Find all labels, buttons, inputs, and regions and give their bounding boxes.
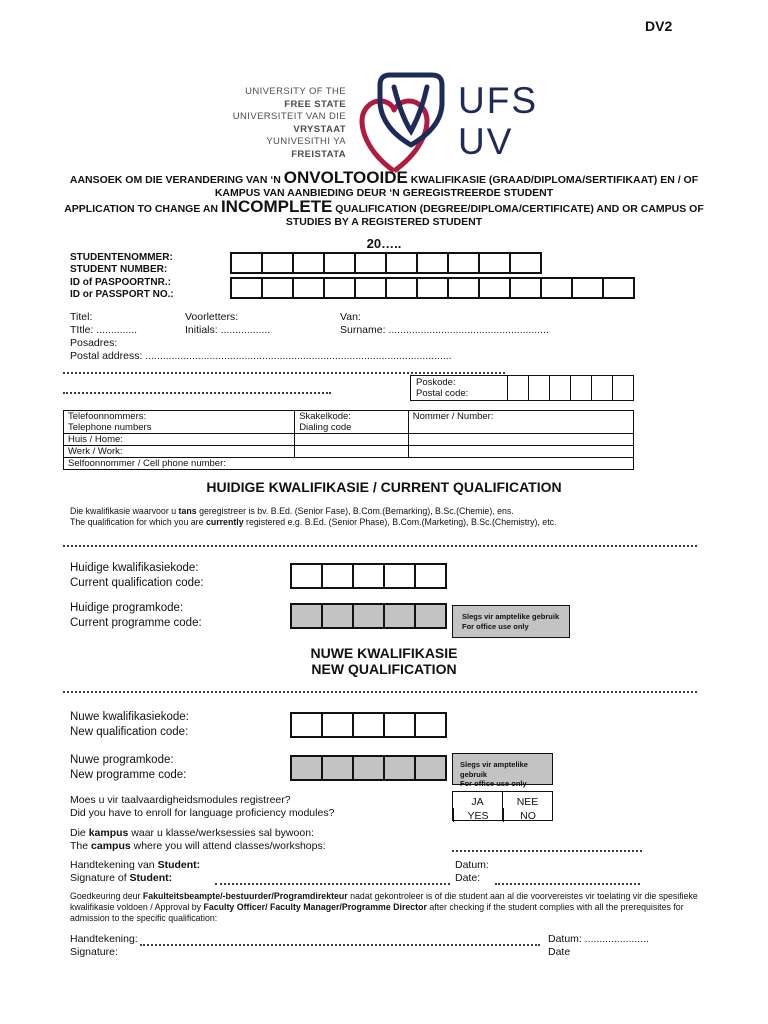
campus-question bbox=[70, 827, 326, 853]
approval-signature-label-en: Signature: bbox=[70, 946, 118, 958]
phones-header-af: Telefoonnommers: bbox=[68, 411, 147, 422]
id-passport-label-en: ID or PASSPORT NO.: bbox=[70, 288, 174, 300]
new-prog-code-cell bbox=[352, 755, 385, 781]
new-qual-code-label bbox=[70, 710, 189, 740]
ufs-logo-icon bbox=[352, 70, 452, 174]
postal-code-cell[interactable] bbox=[528, 376, 549, 400]
office-use-label-en: For office use only bbox=[462, 621, 529, 631]
current-qual-code-cell[interactable] bbox=[352, 563, 385, 589]
student-signature-label-en: Signature of bbox=[70, 872, 130, 884]
id-passport-label bbox=[70, 277, 174, 300]
student-number-label-en: STUDENT NUMBER: bbox=[70, 263, 168, 275]
surname-field-line[interactable]: Surname: ....................................................... bbox=[340, 324, 549, 336]
surname-field-label-af: Van: bbox=[340, 311, 361, 323]
current-prog-code-cell bbox=[414, 603, 447, 629]
new-qualification-heading-af: NUWE KWALIFIKASIE bbox=[310, 645, 458, 661]
current-qual-code-label bbox=[70, 561, 204, 591]
new-prog-code-cell bbox=[383, 755, 416, 781]
current-qualification-heading: HUIDIGE KWALIFIKASIE / CURRENT QUALIFICATION bbox=[206, 479, 562, 495]
postal-code-cell[interactable] bbox=[570, 376, 591, 400]
home-dialing-input[interactable] bbox=[295, 434, 409, 446]
wordmark-line: YUNIVESITHI YA bbox=[266, 136, 346, 147]
nee-label: NEE bbox=[516, 796, 539, 808]
new-qual-code-label-en: New qualification code: bbox=[70, 726, 189, 738]
new-prog-code-cell bbox=[290, 755, 323, 781]
id-cell[interactable] bbox=[509, 277, 542, 299]
title-field-line[interactable]: TItle: .............. bbox=[70, 324, 138, 336]
student-date-label bbox=[455, 859, 489, 885]
new-qualification-heading-en: NEW QUALIFICATION bbox=[311, 661, 457, 677]
student-number-cells[interactable] bbox=[230, 252, 542, 274]
new-qual-code-cell[interactable] bbox=[414, 712, 447, 738]
work-dialing-input[interactable] bbox=[295, 446, 409, 458]
id-cell[interactable] bbox=[416, 277, 449, 299]
current-prog-code-cell bbox=[321, 603, 354, 629]
phones-header-number: Nommer / Number: bbox=[408, 411, 633, 434]
yes-no-box[interactable] bbox=[452, 791, 553, 821]
phones-header-numbers bbox=[64, 411, 295, 434]
work-number-input[interactable] bbox=[408, 446, 633, 458]
current-prog-code-cell bbox=[290, 603, 323, 629]
student-number-label-af: STUDENTENOMMER: bbox=[70, 252, 173, 263]
new-qual-code-cell[interactable] bbox=[321, 712, 354, 738]
title-af-line2: KAMPUS VAN AANBIEDING DEUR ‘N GEREGISTREERDE STUDENT bbox=[214, 187, 554, 199]
new-prog-code-cells bbox=[290, 755, 447, 781]
id-passport-label-af: ID of PASPOORTNR.: bbox=[70, 277, 171, 288]
student-signature-label bbox=[70, 859, 200, 885]
form-title bbox=[34, 168, 734, 251]
id-passport-cells[interactable] bbox=[230, 277, 635, 299]
wordmark-line: FREISTATA bbox=[291, 148, 346, 160]
id-cell[interactable] bbox=[354, 277, 387, 299]
campus-writein-line[interactable] bbox=[452, 850, 642, 852]
postal-code-label-en: Postal code: bbox=[416, 388, 469, 399]
ja-label: JA bbox=[471, 796, 484, 808]
note-af-pre: Die kwalifikasie waarvoor u bbox=[70, 506, 179, 516]
id-cell[interactable] bbox=[385, 277, 418, 299]
current-prog-code-label bbox=[70, 601, 202, 631]
current-qualification-writein-line[interactable] bbox=[63, 545, 697, 547]
new-prog-code-cell bbox=[321, 755, 354, 781]
new-qual-code-label-af: Nuwe kwalifikasiekode: bbox=[70, 711, 189, 723]
home-phone-label: Huis / Home: bbox=[64, 434, 295, 446]
current-qual-code-label-af: Huidige kwalifikasiekode: bbox=[70, 562, 199, 574]
title-field[interactable] bbox=[70, 311, 180, 337]
telephone-table bbox=[63, 410, 634, 470]
language-question-af: Moes u vir taalvaardigheidsmodules registreer? bbox=[70, 794, 291, 806]
office-use-label-en: For office use only bbox=[460, 779, 527, 788]
note-af-post: geregistreer is bv. B.Ed. (Senior Fase), B.Com.(Bemarking), B.Sc.(Chemie), ens. bbox=[196, 506, 514, 516]
wordmark-line: UNIVERSITEIT VAN DIE bbox=[232, 111, 346, 122]
student-number-cell[interactable] bbox=[447, 252, 480, 274]
no-cell[interactable] bbox=[502, 792, 552, 820]
current-prog-code-cell bbox=[352, 603, 385, 629]
student-number-cell[interactable] bbox=[354, 252, 387, 274]
student-number-cell[interactable] bbox=[509, 252, 542, 274]
acronym-uv: UV bbox=[458, 121, 514, 162]
current-qual-code-cell[interactable] bbox=[383, 563, 416, 589]
campus-en-post: where you will attend classes/workshops: bbox=[130, 840, 326, 852]
language-question-en: Did you have to enroll for language proficiency modules? bbox=[70, 807, 335, 819]
initials-field[interactable] bbox=[185, 311, 335, 337]
no-label: NO bbox=[503, 808, 552, 822]
student-number-cell[interactable] bbox=[416, 252, 449, 274]
student-number-cell[interactable] bbox=[292, 252, 325, 274]
university-wordmark bbox=[150, 86, 346, 161]
postal-code-label bbox=[411, 376, 507, 400]
office-use-label-af: Slegs vir amptelike gebruik bbox=[460, 760, 528, 779]
id-cell[interactable] bbox=[447, 277, 480, 299]
title-field-label-af: Titel: bbox=[70, 311, 93, 323]
student-signature-label-af: Handtekening van bbox=[70, 859, 158, 871]
title-en-big: INCOMPLETE bbox=[220, 197, 333, 216]
student-signature-bold-en: Student: bbox=[129, 872, 173, 884]
approval-en-bold: Faculty Officer/ Faculty Manager/Programme Director bbox=[203, 902, 427, 912]
current-qualification-note bbox=[70, 506, 700, 527]
note-en-bold: currently bbox=[205, 516, 244, 527]
current-prog-code-cell bbox=[383, 603, 416, 629]
student-number-cell[interactable] bbox=[323, 252, 356, 274]
student-signature-bold-af: Student: bbox=[157, 859, 201, 871]
new-qual-code-cell[interactable] bbox=[352, 712, 385, 738]
home-number-input[interactable] bbox=[408, 434, 633, 446]
form-code: DV2 bbox=[645, 18, 673, 34]
student-number-cell[interactable] bbox=[230, 252, 263, 274]
yes-label: YES bbox=[453, 808, 502, 822]
current-qual-code-cell[interactable] bbox=[321, 563, 354, 589]
dialing-code-label-en: Dialing code bbox=[299, 422, 352, 433]
student-number-cell[interactable] bbox=[478, 252, 511, 274]
id-cell[interactable] bbox=[602, 277, 635, 299]
note-af-bold: tans bbox=[178, 506, 197, 516]
postal-code-cell[interactable] bbox=[591, 376, 612, 400]
note-en-pre: The qualification for which you are bbox=[70, 516, 206, 527]
approval-af-bold: Fakulteitsbeampte/-bestuurder/Programdirekteur bbox=[142, 891, 348, 901]
campus-af-pre: Die bbox=[70, 827, 89, 839]
student-date-line[interactable] bbox=[495, 883, 640, 885]
title-year: 20….. bbox=[366, 236, 402, 251]
campus-en-pre: The bbox=[70, 840, 92, 852]
yes-cell[interactable] bbox=[453, 792, 502, 820]
student-date-label-af: Datum: bbox=[455, 859, 489, 871]
title-en-line2: STUDIES BY A REGISTERED STUDENT bbox=[285, 216, 483, 228]
dialing-code-label-af: Skakelkode: bbox=[299, 411, 351, 422]
postal-address-writein-line[interactable] bbox=[63, 372, 505, 374]
phones-header-en: Telephone numbers bbox=[68, 422, 152, 433]
acronym-ufs: UFS bbox=[458, 80, 538, 121]
phones-header-dialing bbox=[295, 411, 409, 434]
new-prog-code-label-en: New programme code: bbox=[70, 769, 187, 781]
student-signature-line[interactable] bbox=[215, 883, 450, 885]
postal-address-field[interactable] bbox=[70, 337, 515, 363]
current-qual-code-cells[interactable] bbox=[290, 563, 447, 589]
initials-field-label-af: Voorletters: bbox=[185, 311, 239, 323]
current-qual-code-cell[interactable] bbox=[290, 563, 323, 589]
current-prog-code-cells bbox=[290, 603, 447, 629]
current-prog-code-label-af: Huidige programkode: bbox=[70, 602, 184, 614]
postal-code-cell[interactable] bbox=[612, 376, 633, 400]
new-qualification-writein-line[interactable] bbox=[63, 691, 697, 693]
postal-code-cells[interactable] bbox=[507, 376, 633, 400]
campus-af-bold: kampus bbox=[88, 827, 129, 839]
approval-date-label bbox=[548, 933, 678, 959]
id-cell[interactable] bbox=[540, 277, 573, 299]
postal-address-label-af: Posadres: bbox=[70, 337, 118, 349]
current-qual-code-label-en: Current qualification code: bbox=[70, 577, 204, 589]
approval-date-label-en: Date bbox=[548, 946, 571, 958]
postal-code-cell[interactable] bbox=[507, 376, 528, 400]
wordmark-line: VRYSTAAT bbox=[293, 123, 346, 135]
title-en-post: QUALIFICATION (DEGREE/DIPLOMA/CERTIFICATE) AND OR CAMPUS OF bbox=[332, 203, 704, 215]
student-number-cell[interactable] bbox=[385, 252, 418, 274]
id-cell[interactable] bbox=[292, 277, 325, 299]
title-en-pre: APPLICATION TO CHANGE AN bbox=[64, 203, 221, 215]
current-qual-code-cell[interactable] bbox=[414, 563, 447, 589]
new-qual-code-cells[interactable] bbox=[290, 712, 447, 738]
student-number-label bbox=[70, 252, 173, 275]
current-prog-code-label-en: Current programme code: bbox=[70, 617, 202, 629]
id-cell[interactable] bbox=[323, 277, 356, 299]
new-prog-code-label bbox=[70, 753, 186, 783]
office-use-box-current bbox=[452, 605, 570, 638]
student-number-cell[interactable] bbox=[261, 252, 294, 274]
work-phone-label: Werk / Work: bbox=[64, 446, 295, 458]
title-af-pre: AANSOEK OM DIE VERANDERING VAN ‘N bbox=[69, 174, 284, 186]
approval-paragraph bbox=[70, 891, 712, 924]
cell-phone-row[interactable]: Selfoonnommer / Cell phone number: bbox=[64, 458, 634, 470]
new-prog-code-label-af: Nuwe programkode: bbox=[70, 754, 174, 766]
title-af-big: ONVOLTOOIDE bbox=[283, 168, 408, 187]
student-date-label-en: Date: bbox=[455, 872, 481, 884]
approval-af-post: nadat gekontroleer is of die student aan al die voorvereistes vir toelating vir die spesifieke kwalifikasie voldoen / Approval by bbox=[70, 891, 698, 912]
surname-field[interactable] bbox=[340, 311, 640, 337]
approval-af-pre: Goedkeuring deur bbox=[70, 891, 143, 901]
office-use-label-af: Slegs vir amptelike gebruik bbox=[462, 612, 560, 621]
id-cell[interactable] bbox=[261, 277, 294, 299]
new-prog-code-cell bbox=[414, 755, 447, 781]
id-cell[interactable] bbox=[571, 277, 604, 299]
postal-code-label-af: Poskode: bbox=[416, 377, 456, 388]
approval-en-post: after checking if the student complies with all the prerequisites for admission to the specific qualification: bbox=[70, 902, 684, 923]
approval-signature-line[interactable] bbox=[140, 944, 540, 946]
postal-address-writein-line[interactable] bbox=[63, 392, 331, 394]
id-cell[interactable] bbox=[230, 277, 263, 299]
campus-en-bold: campus bbox=[91, 840, 131, 852]
title-af-post: KWALIFIKASIE (GRAAD/DIPLOMA/SERTIFIKAAT) EN / OF bbox=[407, 174, 699, 186]
language-question bbox=[70, 794, 334, 820]
approval-signature-label bbox=[70, 933, 138, 959]
note-en-post: registered e.g. B.Ed. (Senior Phase), B.Com.(Marketing), B.Sc.(Chemistry), etc. bbox=[243, 516, 557, 527]
new-qual-code-cell[interactable] bbox=[290, 712, 323, 738]
id-cell[interactable] bbox=[478, 277, 511, 299]
initials-field-line[interactable]: Initials: ................. bbox=[185, 324, 271, 336]
wordmark-line: UNIVERSITY OF THE bbox=[245, 86, 346, 97]
wordmark-line: FREE STATE bbox=[284, 98, 346, 110]
postal-code-box[interactable] bbox=[410, 375, 634, 401]
new-qual-code-cell[interactable] bbox=[383, 712, 416, 738]
new-qualification-heading bbox=[34, 645, 734, 677]
postal-address-line[interactable]: Postal address: ......................................................................................................... bbox=[70, 350, 452, 362]
postal-code-cell[interactable] bbox=[549, 376, 570, 400]
ufs-acronym bbox=[458, 80, 538, 162]
approval-signature-label-af: Handtekening: bbox=[70, 933, 138, 945]
campus-af-post: waar u klasse/werksessies sal bywoon: bbox=[128, 827, 314, 839]
office-use-box-new bbox=[452, 753, 553, 788]
approval-date-label-af: Datum: ...................... bbox=[548, 933, 649, 945]
